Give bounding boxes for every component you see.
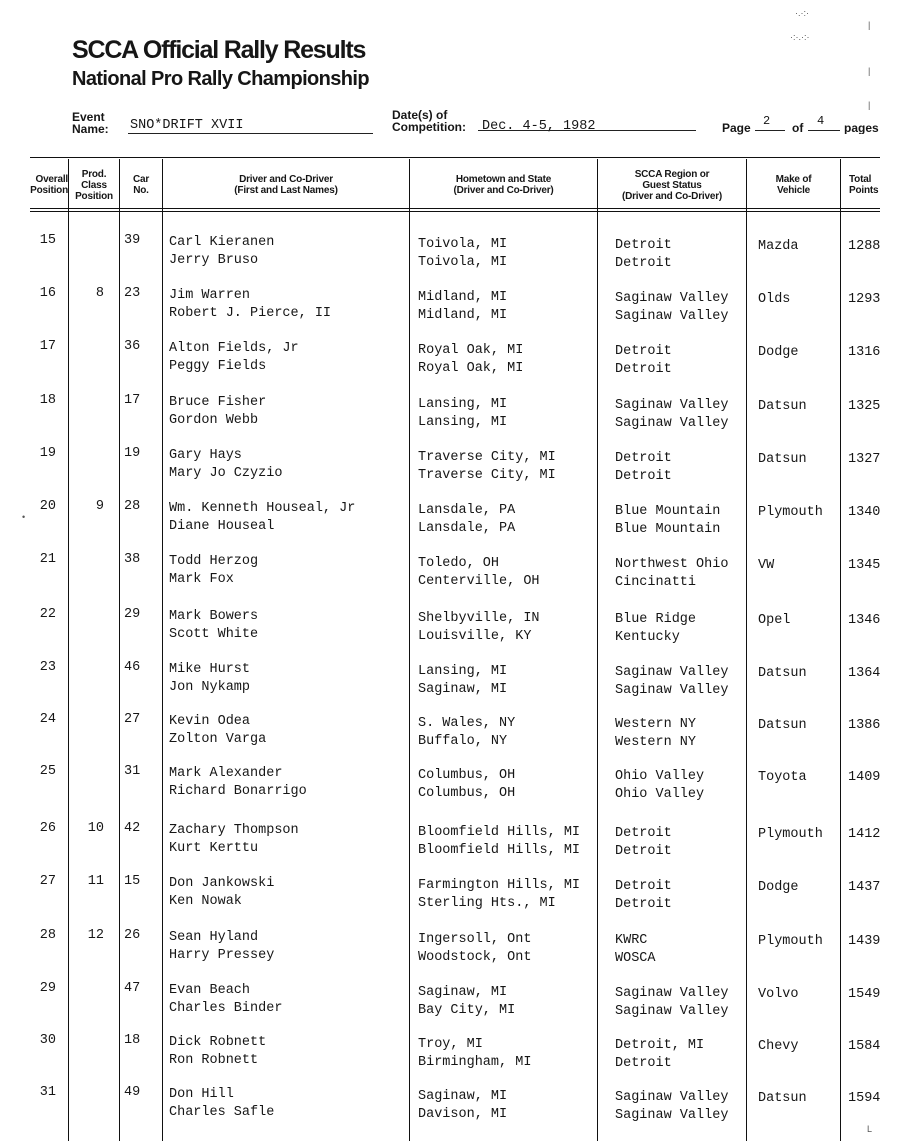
car-number: 15 xyxy=(124,874,141,889)
vehicle-make: Datsun xyxy=(758,666,807,681)
column-header-car-number: Car No. xyxy=(132,174,150,196)
codriver-name: Jerry Bruso xyxy=(169,253,259,268)
total-points: 1288 xyxy=(848,239,880,254)
total-points: 1327 xyxy=(848,452,880,467)
overall-position: 22 xyxy=(39,607,56,622)
codriver-name: Peggy Fields xyxy=(169,359,267,374)
driver-name: Don Hill xyxy=(169,1087,234,1102)
driver-name: Carl Kieranen xyxy=(169,235,275,250)
car-number: 19 xyxy=(124,446,141,461)
column-header-class-position: Prod. Class Position xyxy=(75,168,113,202)
total-points: 1437 xyxy=(848,880,880,895)
codriver-region: Detroit xyxy=(615,362,672,377)
driver-region: Detroit xyxy=(615,826,672,841)
table-row xyxy=(0,927,900,967)
driver-name: Jim Warren xyxy=(169,288,251,303)
codriver-region: Saginaw Valley xyxy=(615,683,729,698)
total-points: 1293 xyxy=(848,292,880,307)
car-number: 39 xyxy=(124,233,141,248)
codriver-hometown: Woodstock, Ont xyxy=(418,950,532,965)
table-row xyxy=(0,980,900,1020)
codriver-region: Detroit xyxy=(615,469,672,484)
table-row xyxy=(0,392,900,432)
codriver-hometown: Sterling Hts., MI xyxy=(418,896,556,911)
codriver-name: Diane Houseal xyxy=(169,519,275,534)
codriver-region: Detroit xyxy=(615,1056,672,1071)
driver-region: Northwest Ohio xyxy=(615,557,729,572)
total-points: 1346 xyxy=(848,613,880,628)
vehicle-make: Plymouth xyxy=(758,505,823,520)
pages-label: pages xyxy=(844,122,879,134)
scan-speck: ·.·:· xyxy=(795,8,809,18)
car-number: 31 xyxy=(124,764,141,779)
vehicle-make: Opel xyxy=(758,613,791,628)
class-position: 10 xyxy=(87,821,104,836)
driver-name: Sean Hyland xyxy=(169,930,259,945)
codriver-name: Ron Robnett xyxy=(169,1053,259,1068)
codriver-hometown: Lansdale, PA xyxy=(418,521,516,536)
codriver-hometown: Centerville, OH xyxy=(418,574,540,589)
overall-position: 21 xyxy=(39,552,56,567)
dates-label: Date(s) of Competition: xyxy=(392,108,466,134)
driver-hometown: Saginaw, MI xyxy=(418,1089,508,1104)
table-row xyxy=(0,659,900,699)
codriver-name: Kurt Kerttu xyxy=(169,841,259,856)
document-title: SCCA Official Rally Results xyxy=(72,36,366,64)
codriver-hometown: Toivola, MI xyxy=(418,255,508,270)
codriver-region: Detroit xyxy=(615,897,672,912)
table-row xyxy=(0,338,900,378)
class-position: 11 xyxy=(87,874,104,889)
dates-underline xyxy=(478,130,696,131)
driver-region: Saginaw Valley xyxy=(615,398,729,413)
codriver-hometown: Louisville, KY xyxy=(418,629,532,644)
driver-region: Saginaw Valley xyxy=(615,986,729,1001)
scan-speck: | xyxy=(868,66,871,76)
codriver-name: Richard Bonarrigo xyxy=(169,784,307,799)
page-total-underline xyxy=(808,130,840,131)
total-points: 1340 xyxy=(848,505,880,520)
total-points: 1409 xyxy=(848,770,880,785)
codriver-region: WOSCA xyxy=(615,951,656,966)
driver-region: Saginaw Valley xyxy=(615,665,729,680)
codriver-hometown: Lansing, MI xyxy=(418,415,508,430)
page-total: 4 xyxy=(817,114,825,128)
driver-region: Blue Mountain xyxy=(615,504,721,519)
codriver-hometown: Saginaw, MI xyxy=(418,682,508,697)
codriver-name: Zolton Varga xyxy=(169,732,267,747)
column-header-hometown: Hometown and State (Driver and Co-Driver) xyxy=(453,174,554,196)
driver-name: Gary Hays xyxy=(169,448,242,463)
codriver-region: Cincinatti xyxy=(615,575,697,590)
class-position: 12 xyxy=(87,928,104,943)
codriver-region: Kentucky xyxy=(615,630,680,645)
overall-position: 17 xyxy=(39,339,56,354)
total-points: 1412 xyxy=(848,827,880,842)
driver-name: Evan Beach xyxy=(169,983,251,998)
driver-name: Todd Herzog xyxy=(169,554,259,569)
overall-position: 27 xyxy=(39,874,56,889)
car-number: 17 xyxy=(124,393,141,408)
codriver-region: Saginaw Valley xyxy=(615,309,729,324)
codriver-region: Saginaw Valley xyxy=(615,416,729,431)
table-row xyxy=(0,711,900,751)
codriver-name: Robert J. Pierce, II xyxy=(169,306,332,321)
codriver-hometown: Midland, MI xyxy=(418,308,508,323)
scan-speck: • xyxy=(22,512,26,522)
codriver-hometown: Columbus, OH xyxy=(418,786,516,801)
overall-position: 20 xyxy=(39,499,56,514)
driver-region: Detroit, MI xyxy=(615,1038,705,1053)
codriver-name: Ken Nowak xyxy=(169,894,242,909)
driver-name: Alton Fields, Jr xyxy=(169,341,299,356)
car-number: 27 xyxy=(124,712,141,727)
overall-position: 28 xyxy=(39,928,56,943)
driver-name: Mark Bowers xyxy=(169,609,259,624)
codriver-hometown: Birmingham, MI xyxy=(418,1055,532,1070)
table-row xyxy=(0,1084,900,1124)
driver-hometown: Traverse City, MI xyxy=(418,450,556,465)
codriver-hometown: Davison, MI xyxy=(418,1107,508,1122)
driver-name: Don Jankowski xyxy=(169,876,275,891)
codriver-region: Ohio Valley xyxy=(615,787,705,802)
total-points: 1345 xyxy=(848,558,880,573)
total-points: 1594 xyxy=(848,1091,880,1106)
scan-speck: L xyxy=(867,1124,873,1134)
driver-hometown: Troy, MI xyxy=(418,1037,483,1052)
vehicle-make: Datsun xyxy=(758,452,807,467)
driver-region: Detroit xyxy=(615,451,672,466)
vehicle-make: Mazda xyxy=(758,239,799,254)
driver-hometown: Midland, MI xyxy=(418,290,508,305)
driver-hometown: Saginaw, MI xyxy=(418,985,508,1000)
vehicle-make: Plymouth xyxy=(758,827,823,842)
table-row xyxy=(0,873,900,913)
scan-speck: | xyxy=(868,20,871,30)
driver-region: Detroit xyxy=(615,344,672,359)
codriver-name: Mary Jo Czyzio xyxy=(169,466,283,481)
column-header-overall-position: Overall Position xyxy=(30,174,68,196)
codriver-region: Saginaw Valley xyxy=(615,1004,729,1019)
page-current-underline xyxy=(755,130,785,131)
driver-region: Western NY xyxy=(615,717,697,732)
dates-value: Dec. 4-5, 1982 xyxy=(482,119,596,134)
total-points: 1364 xyxy=(848,666,880,681)
scan-speck: | xyxy=(868,100,871,110)
codriver-name: Charles Safle xyxy=(169,1105,275,1120)
event-name-underline xyxy=(128,133,373,134)
codriver-hometown: Bay City, MI xyxy=(418,1003,516,1018)
car-number: 23 xyxy=(124,286,141,301)
overall-position: 26 xyxy=(39,821,56,836)
driver-name: Dick Robnett xyxy=(169,1035,267,1050)
total-points: 1439 xyxy=(848,934,880,949)
class-position: 9 xyxy=(95,499,104,514)
overall-position: 19 xyxy=(39,446,56,461)
page-of-label: of xyxy=(792,121,804,135)
vehicle-make: Chevy xyxy=(758,1039,799,1054)
overall-position: 25 xyxy=(39,764,56,779)
table-row xyxy=(0,551,900,591)
codriver-name: Gordon Webb xyxy=(169,413,259,428)
driver-region: Detroit xyxy=(615,238,672,253)
driver-hometown: S. Wales, NY xyxy=(418,716,516,731)
driver-hometown: Shelbyville, IN xyxy=(418,611,540,626)
driver-region: Saginaw Valley xyxy=(615,1090,729,1105)
driver-region: Detroit xyxy=(615,879,672,894)
car-number: 29 xyxy=(124,607,141,622)
table-row xyxy=(0,232,900,272)
table-row xyxy=(0,820,900,860)
driver-hometown: Toivola, MI xyxy=(418,237,508,252)
car-number: 49 xyxy=(124,1085,141,1100)
page-label: Page xyxy=(722,121,751,135)
total-points: 1325 xyxy=(848,399,880,414)
driver-hometown: Royal Oak, MI xyxy=(418,343,524,358)
vehicle-make: Toyota xyxy=(758,770,807,785)
codriver-region: Blue Mountain xyxy=(615,522,721,537)
car-number: 47 xyxy=(124,981,141,996)
codriver-region: Saginaw Valley xyxy=(615,1108,729,1123)
driver-hometown: Ingersoll, Ont xyxy=(418,932,532,947)
class-position: 8 xyxy=(95,286,104,301)
overall-position: 16 xyxy=(39,286,56,301)
document-subtitle: National Pro Rally Championship xyxy=(72,68,369,90)
total-points: 1386 xyxy=(848,718,880,733)
driver-name: Zachary Thompson xyxy=(169,823,299,838)
column-header-total-points: Total Points xyxy=(849,174,879,196)
driver-name: Kevin Odea xyxy=(169,714,251,729)
codriver-name: Charles Binder xyxy=(169,1001,283,1016)
table-row xyxy=(0,285,900,325)
vehicle-make: Datsun xyxy=(758,718,807,733)
vehicle-make: Dodge xyxy=(758,880,799,895)
overall-position: 15 xyxy=(39,233,56,248)
vehicle-make: Datsun xyxy=(758,1091,807,1106)
table-row xyxy=(0,1032,900,1072)
scan-speck: ·:·.·:· xyxy=(790,32,810,42)
driver-name: Wm. Kenneth Houseal, Jr xyxy=(169,501,356,516)
vehicle-make: Datsun xyxy=(758,399,807,414)
page-current: 2 xyxy=(763,114,771,128)
driver-region: Blue Ridge xyxy=(615,612,697,627)
table-row xyxy=(0,445,900,485)
car-number: 26 xyxy=(124,928,141,943)
codriver-hometown: Buffalo, NY xyxy=(418,734,508,749)
overall-position: 29 xyxy=(39,981,56,996)
vehicle-make: Dodge xyxy=(758,345,799,360)
total-points: 1584 xyxy=(848,1039,880,1054)
driver-hometown: Columbus, OH xyxy=(418,768,516,783)
driver-name: Mike Hurst xyxy=(169,662,251,677)
header-top-rule xyxy=(30,157,880,158)
column-header-make: Make of Vehicle xyxy=(775,174,812,196)
driver-hometown: Toledo, OH xyxy=(418,556,500,571)
overall-position: 30 xyxy=(39,1033,56,1048)
event-name-label: Event Name: xyxy=(72,110,109,136)
car-number: 38 xyxy=(124,552,141,567)
overall-position: 23 xyxy=(39,660,56,675)
driver-hometown: Lansdale, PA xyxy=(418,503,516,518)
column-header-driver: Driver and Co-Driver (First and Last Names) xyxy=(234,174,338,196)
driver-region: Ohio Valley xyxy=(615,769,705,784)
overall-position: 31 xyxy=(39,1085,56,1100)
driver-hometown: Lansing, MI xyxy=(418,664,508,679)
codriver-hometown: Traverse City, MI xyxy=(418,468,556,483)
total-points: 1316 xyxy=(848,345,880,360)
table-row xyxy=(0,498,900,538)
car-number: 28 xyxy=(124,499,141,514)
vehicle-make: VW xyxy=(758,558,775,573)
codriver-name: Jon Nykamp xyxy=(169,680,251,695)
driver-hometown: Farmington Hills, MI xyxy=(418,878,581,893)
overall-position: 18 xyxy=(39,393,56,408)
codriver-name: Scott White xyxy=(169,627,259,642)
column-header-region: SCCA Region or Guest Status (Driver and Co-Driver) xyxy=(621,168,723,202)
driver-hometown: Bloomfield Hills, MI xyxy=(418,825,581,840)
driver-name: Mark Alexander xyxy=(169,766,283,781)
driver-region: Saginaw Valley xyxy=(615,291,729,306)
codriver-name: Harry Pressey xyxy=(169,948,275,963)
driver-hometown: Lansing, MI xyxy=(418,397,508,412)
codriver-hometown: Royal Oak, MI xyxy=(418,361,524,376)
table-header xyxy=(0,159,880,211)
car-number: 42 xyxy=(124,821,141,836)
codriver-region: Detroit xyxy=(615,844,672,859)
vehicle-make: Volvo xyxy=(758,987,799,1002)
car-number: 36 xyxy=(124,339,141,354)
vehicle-make: Plymouth xyxy=(758,934,823,949)
car-number: 18 xyxy=(124,1033,141,1048)
event-name-value: SNO*DRIFT XVII xyxy=(130,118,244,133)
codriver-region: Western NY xyxy=(615,735,697,750)
codriver-region: Detroit xyxy=(615,256,672,271)
car-number: 46 xyxy=(124,660,141,675)
driver-region: KWRC xyxy=(615,933,648,948)
codriver-hometown: Bloomfield Hills, MI xyxy=(418,843,581,858)
total-points: 1549 xyxy=(848,987,880,1002)
vehicle-make: Olds xyxy=(758,292,791,307)
driver-name: Bruce Fisher xyxy=(169,395,267,410)
codriver-name: Mark Fox xyxy=(169,572,234,587)
table-row xyxy=(0,763,900,803)
overall-position: 24 xyxy=(39,712,56,727)
header-bottom-rule-2 xyxy=(30,211,880,212)
table-row xyxy=(0,606,900,646)
